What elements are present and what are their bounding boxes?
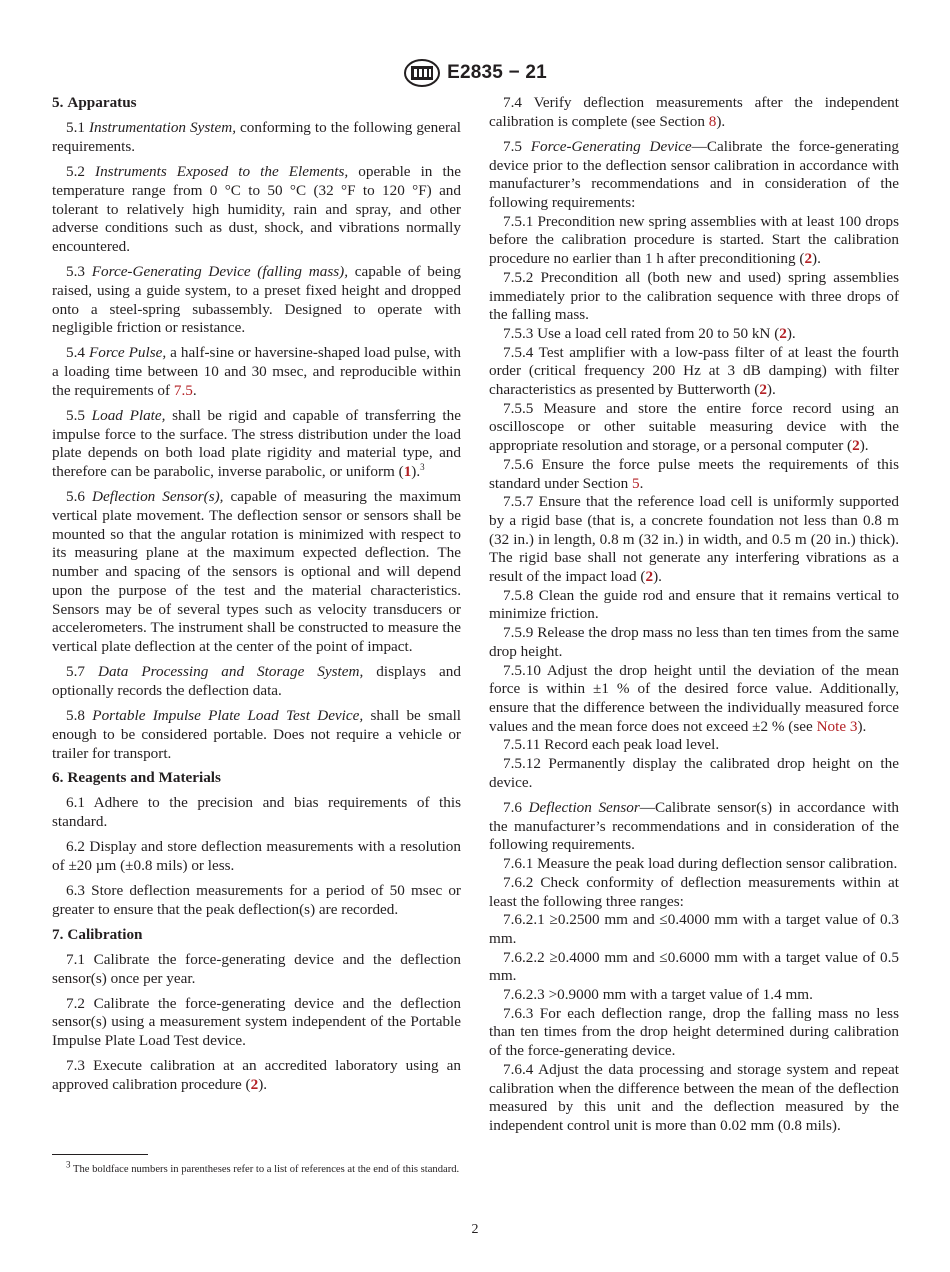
para-7-5-4: 7.5.4 Test amplifier with a low-pass filter of at least the fourth order (critical frequency 200 Hz at 3 dB damping) with filter characteristics as presented by Butterworth (2). bbox=[489, 343, 899, 399]
ref-link-2[interactable]: 2 bbox=[250, 1076, 259, 1094]
footnote-divider bbox=[52, 1154, 148, 1155]
ref-link-2[interactable]: 2 bbox=[852, 437, 860, 455]
para-5-2: 5.2 Instruments Exposed to the Elements, operable in the temperature range from 0 °C to 50 °C (32 °F to 120 °F) and tolerant to relatively high humidity, rain and spray, and other adverse conditions such as dust, shock, and vibrations normally encountered. bbox=[52, 163, 462, 255]
para-6-1: 6.1 Adhere to the precision and bias requirements of this standard. bbox=[52, 794, 461, 831]
para-7-6-1: 7.6.1 Measure the peak load during deflection sensor calibration. bbox=[503, 855, 898, 873]
para-7-1: 7.1 Calibrate the force-generating device and the deflection sensor(s) once per year. bbox=[52, 950, 461, 987]
para-7-6: 7.6 Deflection Sensor—Calibrate sensor(s) in accordance with the manufacturer’s recommendations and in consideration of the following requirements. bbox=[489, 799, 900, 854]
standard-code: E2835 − 21 bbox=[447, 62, 547, 83]
ref-link-2[interactable]: 2 bbox=[779, 324, 787, 342]
para-7-5-12: 7.5.12 Permanently display the calibrated drop height on the device. bbox=[489, 755, 899, 791]
section-heading-5: 5. Apparatus bbox=[52, 94, 137, 111]
para-7-5-7: 7.5.7 Ensure that the reference load cell is uniformly supported by a rigid base (that is, a concrete foundation not less than 0.8 m (32 in.) in length, 0.8 m (32 in.) in width, and 0.5 m (20 in.) thick). The rigid base shall not generate any interfering vibrations as a result of the impact load (2). bbox=[489, 493, 899, 586]
para-7-6-2-3: 7.6.2.3 >0.9000 mm with a target value of 1.4 mm. bbox=[503, 986, 813, 1004]
para-5-7: 5.7 Data Processing and Storage System, displays and optionally records the deflection data. bbox=[52, 663, 461, 699]
para-7-6-4: 7.6.4 Adjust the data processing and storage system and repeat calibration when the difference between the mean of the deflection measured by this unit and the deflection measured by the independent control unit is more than 0.02 mm (0.8 mils). bbox=[489, 1060, 899, 1134]
para-7-5-5: 7.5.5 Measure and store the entire force record using an oscilloscope or other suitable measuring device with the appropriate resolution and storage, or a personal computer (2). bbox=[489, 399, 899, 455]
para-7-5-11: 7.5.11 Record each peak load level. bbox=[503, 736, 720, 754]
section-heading-6: 6. Reagents and Materials bbox=[52, 769, 221, 787]
para-7-4: 7.4 Verify deflection measurements after the independent calibration is complete (see Section 8). bbox=[489, 94, 899, 130]
para-5-3: 5.3 Force-Generating Device (falling mass), capable of being raised, using a guide system, to a preset fixed height and dropped onto a steel-spring subassembly. Designed to operate with negligible friction or resistance. bbox=[52, 263, 462, 337]
para-7-5-10: 7.5.10 Adjust the drop height until the deviation of the mean force is within ±1 % of the desired force value. Additionally, ensure that the difference between the individually measured force values and the mean force does not exceed ±2 % (see Note 3). bbox=[489, 661, 899, 735]
para-5-8: 5.8 Portable Impulse Plate Load Test Device, shall be small enough to be considered portable. Does not require a vehicle or trailer for transport. bbox=[52, 707, 462, 762]
ref-link-2[interactable]: 2 bbox=[645, 568, 654, 586]
para-5-5: 5.5 Load Plate, shall be rigid and capable of transferring the impulse force to the surface. The stress distribution under the load plate depends on both load plate rigidity and material type, and therefore can be parabolic, inverse parabolic, or uniform (1).$^3$ bbox=[52, 407, 461, 481]
ref-link-2[interactable]: 2 bbox=[759, 381, 767, 399]
section-heading-7: 7. Calibration bbox=[52, 925, 143, 943]
footnote: $^3$ The boldface numbers in parentheses refer to a list of references at the end of this standard. bbox=[66, 1159, 460, 1175]
ref-link-section-8[interactable]: 8 bbox=[708, 112, 717, 130]
para-7-5-2: 7.5.2 Precondition all (both new and used) spring assemblies immediately prior to the calibration sequence with three drops of the falling mass. bbox=[489, 268, 899, 324]
para-7-6-3: 7.6.3 For each deflection range, drop the falling mass no less than ten times from the drop height determined during calibration of the force-generating device. bbox=[489, 1004, 899, 1060]
para-5-1: 5.1 Instrumentation System, conforming to the following general requirements. bbox=[52, 119, 462, 155]
para-7-5: 7.5 Force-Generating Device—Calibrate the force-generating device prior to the deflection sensor calibration in accordance with manufacturer’s recommendations and in consideration of the following requirements: bbox=[489, 137, 900, 212]
page-number: 2 bbox=[471, 1222, 479, 1237]
para-7-5-8: 7.5.8 Clean the guide rod and ensure that it remains vertical to minimize friction. bbox=[489, 586, 899, 623]
ref-link-note-3[interactable]: Note 3 bbox=[816, 717, 858, 735]
para-7-2: 7.2 Calibrate the force-generating device and the deflection sensor(s) using a measurement system independent of the Portable Impulse Plate Load Test device. bbox=[52, 994, 461, 1050]
footnote-marker: 3 bbox=[420, 462, 425, 473]
para-7-6-2: 7.6.2 Check conformity of deflection measurements within at least the following three ranges: bbox=[489, 873, 899, 910]
para-7-6-2-1: 7.6.2.1 ≥0.2500 mm and ≤0.4000 mm with a target value of 0.3 mm. bbox=[489, 911, 899, 947]
para-7-3: 7.3 Execute calibration at an accredited laboratory using an approved calibration procedure (2). bbox=[52, 1057, 461, 1094]
para-7-5-6: 7.5.6 Ensure the force pulse meets the requirements of this standard under Section 5. bbox=[489, 455, 899, 492]
para-7-5-9: 7.5.9 Release the drop mass no less than ten times from the same drop height. bbox=[489, 624, 899, 660]
ref-link-7-5[interactable]: 7.5 bbox=[173, 381, 193, 399]
para-5-6: 5.6 Deflection Sensor(s), capable of measuring the maximum vertical plate movement. The deflection sensor or sensors shall be mounted so that the angular rotation is minimized with respect to its measuring plane at the maximum expected deflection. The number and spacing of the sensors is optional and will depend upon the purpose of the test and the material characteristics. Sensors may be of several types such as velocity transducers or accelerometers. The instrument shall be constructed to measure the vertical plate deflection at the center of the point of impact. bbox=[52, 488, 462, 655]
ref-link-2[interactable]: 2 bbox=[804, 250, 813, 268]
para-5-4: 5.4 Force Pulse, a half-sine or haversine-shaped load pulse, with a loading time between 10 and 30 msec, and reproducible within the requirements of 7.5. bbox=[52, 344, 461, 399]
para-6-3: 6.3 Store deflection measurements for a period of 50 msec or greater to ensure that the peak deflection(s) are recorded. bbox=[52, 882, 461, 918]
ref-link-section-5[interactable]: 5 bbox=[631, 474, 640, 492]
ref-link-1[interactable]: 1 bbox=[403, 463, 412, 481]
para-6-2: 6.2 Display and store deflection measurements with a resolution of ±20 µm (±0.8 mils) or less. bbox=[52, 838, 461, 875]
para-7-6-2-2: 7.6.2.2 ≥0.4000 mm and ≤0.6000 mm with a target value of 0.5 mm. bbox=[489, 948, 899, 985]
para-7-5-3: 7.5.3 Use a load cell rated from 20 to 50 kN (2). bbox=[503, 324, 796, 342]
right-column bbox=[489, 94, 899, 1136]
page-header bbox=[0, 58, 950, 88]
para-7-5-1: 7.5.1 Precondition new spring assemblies with at least 100 drops before the calibration procedure is started. Start the calibration procedure no earlier than 1 h after preconditioning (2). bbox=[489, 212, 899, 268]
astm-logo-icon bbox=[403, 58, 441, 88]
left-column bbox=[52, 94, 461, 1095]
